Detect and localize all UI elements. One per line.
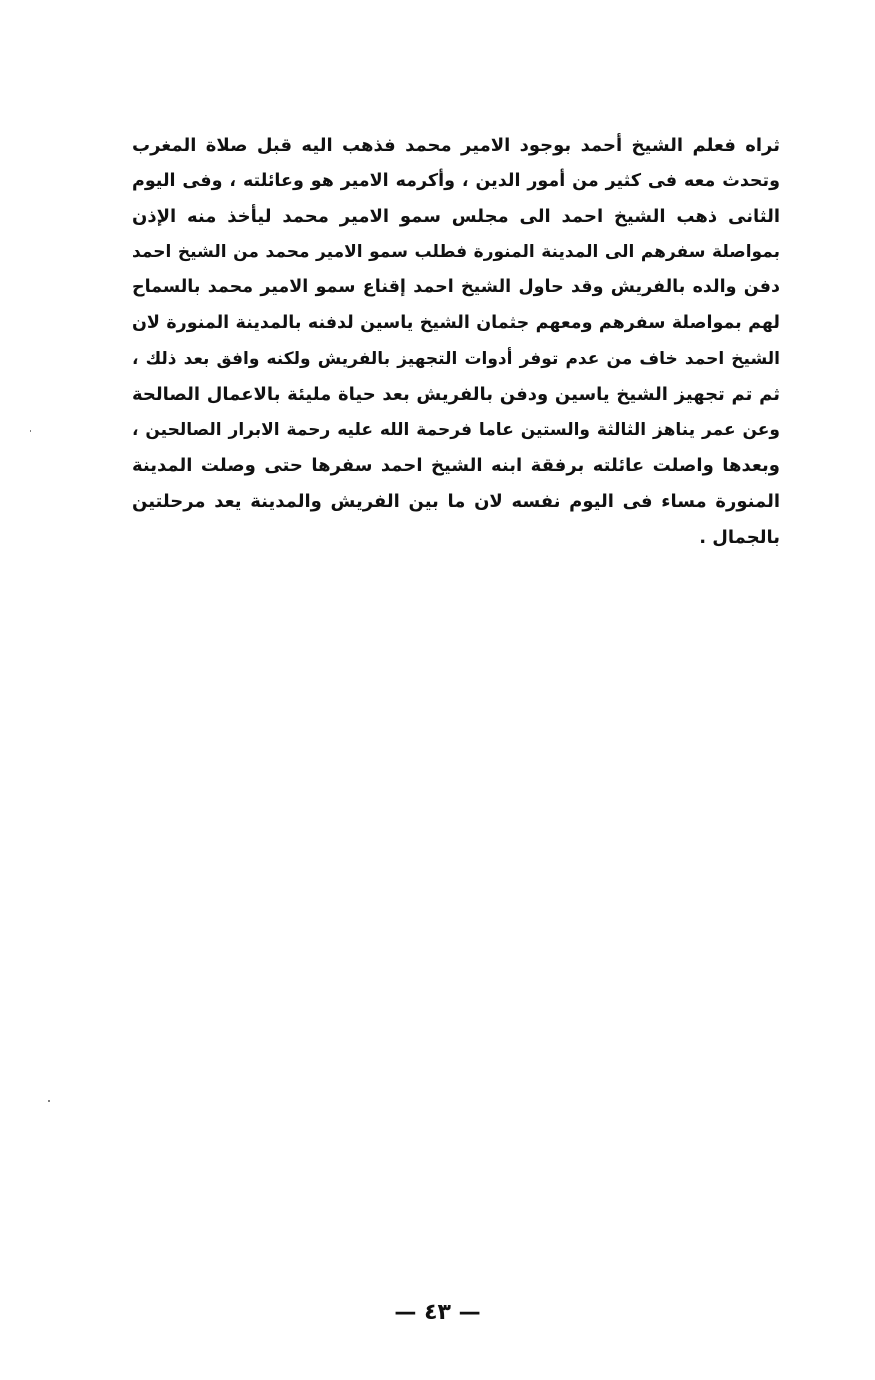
text-line: بمواصلة سفرهم الى المدينة المنورة فطلب سمو الامير محمد من الشيخ احمد (132, 241, 780, 262)
page-number: — ٤٣ — (394, 1300, 481, 1325)
text-line: وتحدث معه فى كثير من أمور الدين ، وأكرمه الامير هو وعائلته ، وفى اليوم (132, 170, 780, 191)
text-line: وعن عمر يناهز الثالثة والستين عاما فرحمة الله عليه رحمة الابرار الصالحين ، (132, 419, 780, 440)
text-line: دفن والده بالفريش وقد حاول الشيخ احمد إقناع سمو الامير محمد بالسماح (132, 277, 780, 298)
text-line: ثم تم تجهيز الشيخ ياسين ودفن بالفريش بعد حياة مليئة بالاعمال الصالحة (132, 384, 780, 406)
text-line: الثانى ذهب الشيخ احمد الى مجلس سمو الامير محمد ليأخذ منه الإذن (132, 206, 780, 228)
text-line: الشيخ احمد خاف من عدم توفر أدوات التجهيز بالفريش ولكنه وافق بعد ذلك ، (132, 348, 780, 369)
text-line: لهم بمواصلة سفرهم ومعهم جثمان الشيخ ياسين لدفنه بالمدينة المنورة لان (132, 312, 780, 333)
text-line: المنورة مساء فى اليوم نفسه لان ما بين الفريش والمدينة يعد مرحلتين (132, 490, 780, 512)
scan-speck (48, 1100, 50, 1102)
body-paragraph (132, 128, 780, 555)
text-line: ثراه فعلم الشيخ أحمد بوجود الامير محمد فذهب اليه قبل صلاة المغرب (132, 135, 780, 156)
text-line: وبعدها واصلت عائلته برفقة ابنه الشيخ احمد سفرها حتى وصلت المدينة (132, 455, 780, 477)
scan-speck (30, 430, 31, 432)
text-line-last: بالجمال . (699, 526, 780, 548)
